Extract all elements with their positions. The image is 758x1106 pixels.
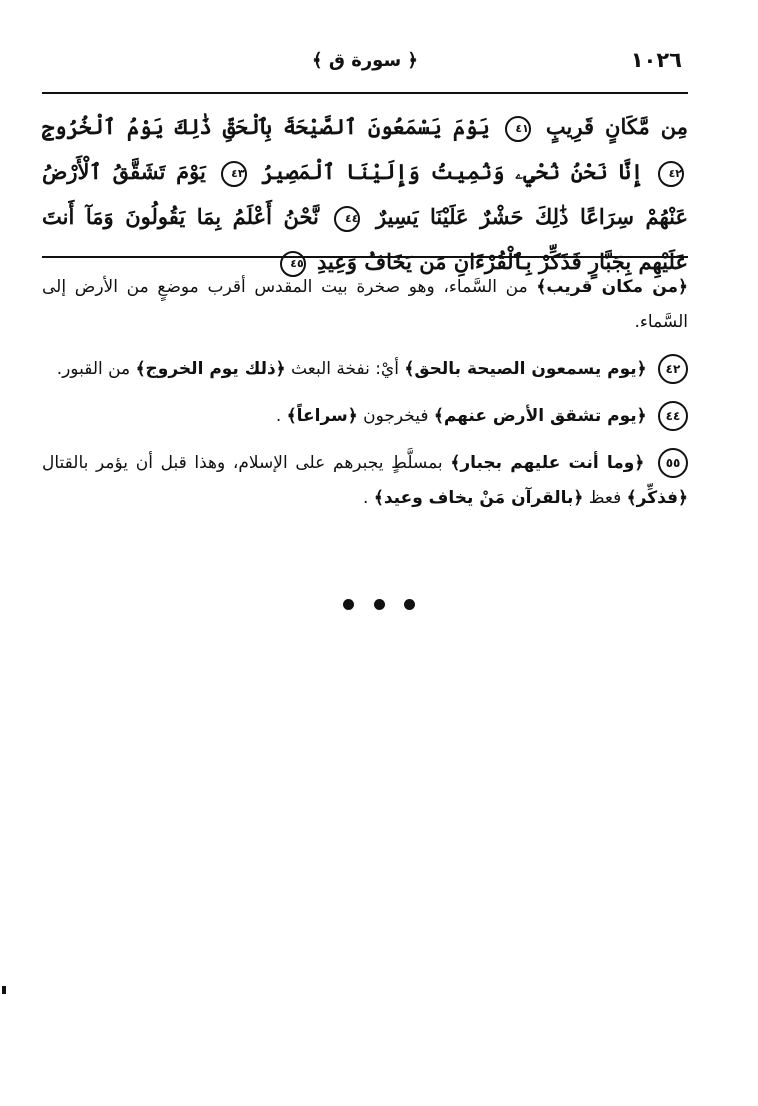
scan-mark	[2, 986, 6, 994]
quoted-phrase: ﴿يوم تشقق الأرض عنهم﴾	[433, 406, 647, 426]
verse-number-marker: ٤٤	[334, 206, 360, 232]
section-end-ornament	[0, 595, 758, 614]
surah-title: ﴿ سورة ق ﴾	[312, 50, 418, 71]
ornament-dot	[404, 599, 415, 610]
verse-text: مِن مَّكَانٍ قَرِيبٍ	[545, 114, 689, 139]
verse-number-badge: ٤٢	[658, 354, 688, 384]
page-header	[42, 40, 688, 80]
verse-text: يَوْمَ يَسْمَعُونَ ٱلصَّيْحَةَ بِٱلْحَقِّ ذَٰلِكَ يَوْمُ ٱلْخُرُوجِ	[42, 114, 490, 139]
page-number: ١٠٢٦	[630, 48, 682, 72]
section-divider	[42, 256, 688, 258]
explanation-text: من القبور.	[56, 359, 131, 379]
explanation-text: بمسلَّطٍ يجبرهم على الإسلام، وهذا قبل أن يؤمر بالقتال	[42, 453, 443, 473]
verse-number-marker: ٤٣	[221, 161, 247, 187]
verse-number-badge: ٥٥	[658, 448, 688, 478]
verse-number-marker: ٤١	[505, 116, 531, 142]
commentary-entry	[42, 446, 688, 516]
quoted-phrase: ﴿فذكِّر﴾	[626, 488, 688, 508]
quoted-phrase: ﴿يوم يسمعون الصيحة بالحق﴾	[404, 359, 647, 379]
explanation-text: .	[363, 488, 369, 508]
explanation-text: فعظ	[588, 488, 622, 508]
verse-number-marker: ٤٥	[280, 251, 306, 277]
explanation-text: من السَّماء، وهو صخرة بيت المقدس أقرب موضعٍ من الأرض إلى السَّماء.	[42, 277, 688, 332]
verse-text: ٱلْمَصِيرُ	[261, 159, 336, 184]
commentary-entry	[42, 270, 688, 340]
explanation-text: فيخرجون	[363, 406, 429, 426]
verse-text: يَوْمَ تَشَقَّقُ ٱلْأَرْضُ عَنْهُمْ سِرَاعًا ذَٰلِكَ حَشْرٌ عَلَيْنَا يَسِيرٌ	[42, 159, 688, 229]
verse-text: نَّحْنُ أَعْلَمُ بِمَا يَقُولُونَ	[125, 204, 319, 229]
ornament-dot	[343, 599, 354, 610]
verse-number-marker: ٤٢	[658, 161, 684, 187]
quoted-phrase: ﴿من مكان قريب﴾	[536, 277, 688, 297]
explanation-text: أيْ: نفخة البعث	[291, 359, 399, 379]
commentary-entry	[42, 352, 688, 387]
quoted-phrase: ﴿وما أنت عليهم بجبار﴾	[450, 453, 645, 473]
commentary	[42, 270, 688, 528]
verse-text: وَمَآ أَنتَ عَلَيْهِم بِجَبَّارٍ فَذَكِّرْ بِٱلْقُرْءَانِ مَن يَخَافُ وَعِيدِ	[42, 204, 688, 274]
ornament-dot	[374, 599, 385, 610]
header-divider	[42, 92, 688, 94]
quoted-phrase: ﴿ذلك يوم الخروج﴾	[135, 359, 286, 379]
commentary-entry	[42, 399, 688, 434]
verse-text: إِنَّا نَحْنُ نُحْيِۦ وَنُمِيتُ وَإِلَيْنَا	[346, 159, 644, 184]
quoted-phrase: ﴿بالقرآن مَنْ يخاف وعيد﴾	[373, 488, 584, 508]
verse-number-badge: ٤٤	[658, 401, 688, 431]
quoted-phrase: ﴿سراعاً﴾	[286, 406, 358, 426]
explanation-text: .	[275, 406, 282, 426]
